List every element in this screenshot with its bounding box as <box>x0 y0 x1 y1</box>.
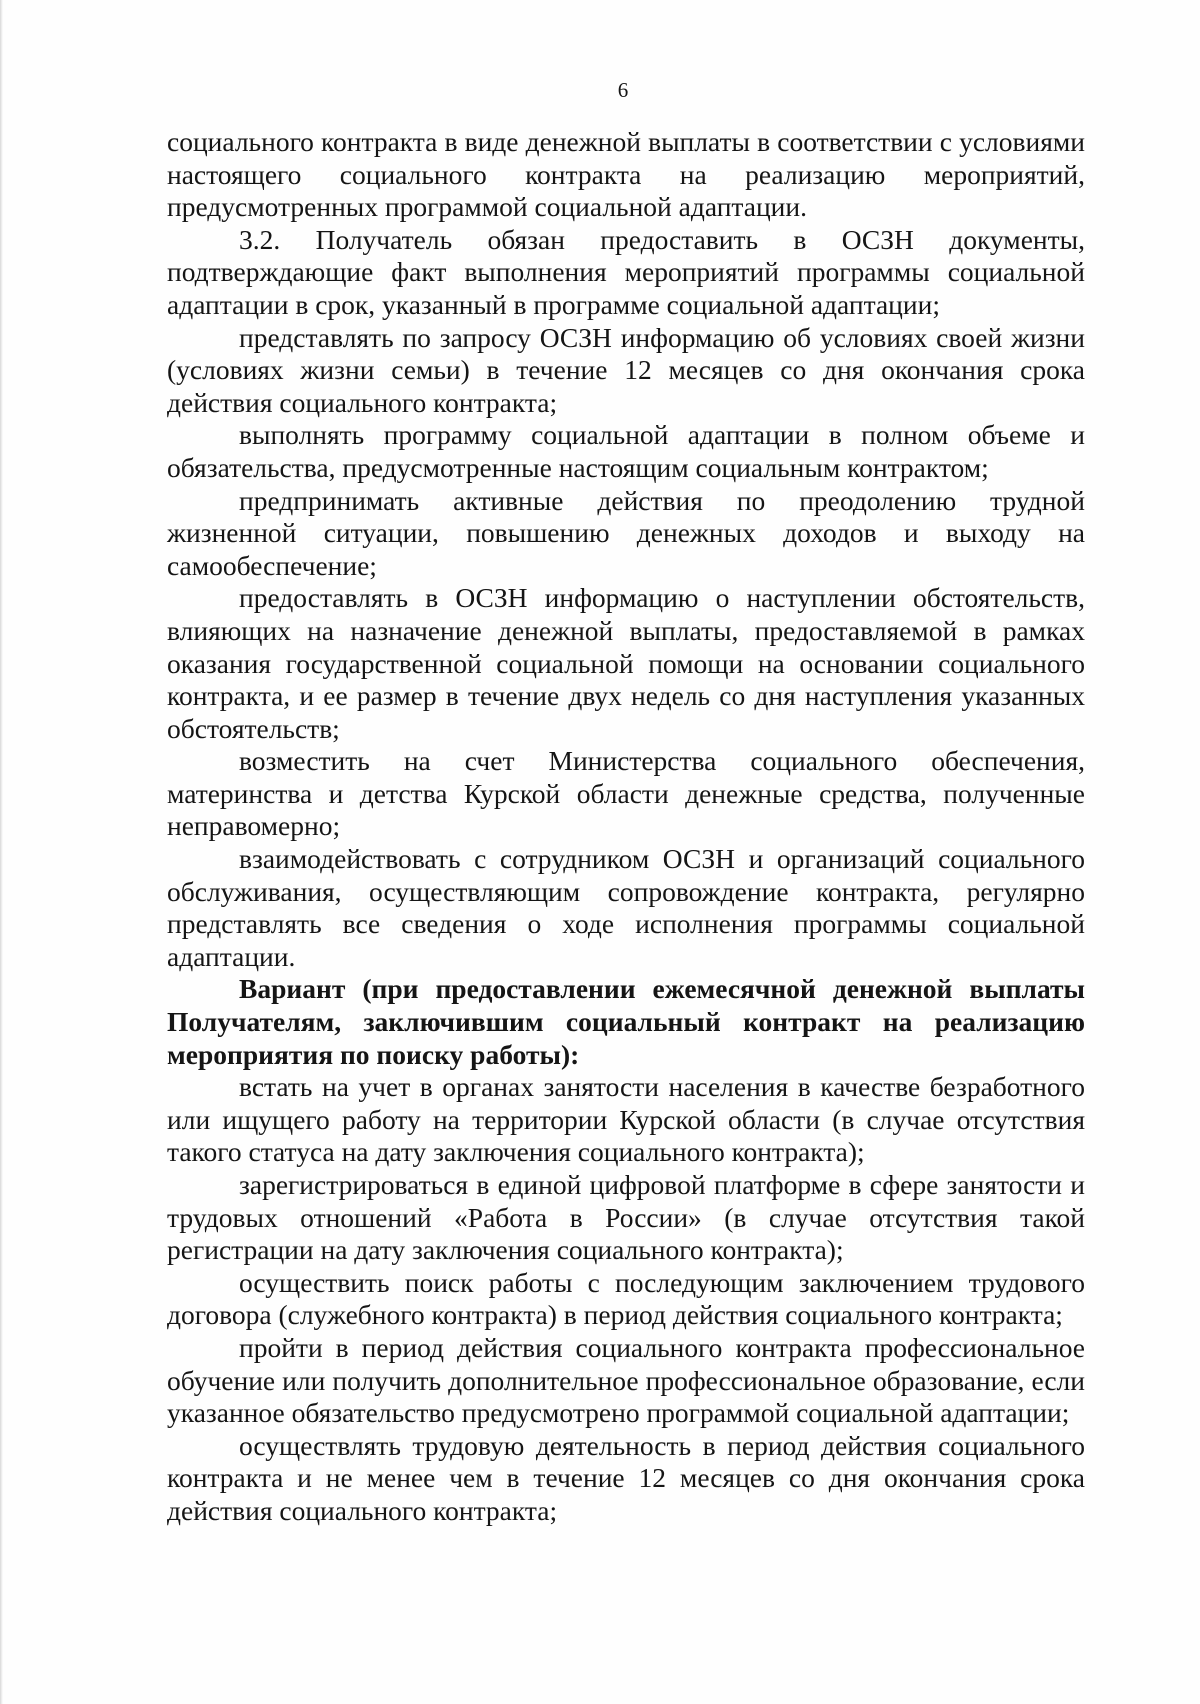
paragraph-provide-info: представлять по запросу ОСЗН информацию об условиях своей жизни (условиях жизни семьи) в течение 12 месяцев со дня окончания срока действия социального контракта; <box>167 321 1085 418</box>
paragraph-refund: возместить на счет Министерства социального обеспечения, материнства и детства Курской области денежные средства, полученные неправомерно; <box>167 745 1085 842</box>
paragraph-fulfill-program: выполнять программу социальной адаптации в полном объеме и обязательства, предусмотренные настоящим социальным контрактом; <box>167 419 1085 483</box>
page-number: 6 <box>617 78 629 102</box>
paragraph-register-employment: встать на учет в органах занятости населения в качестве безработного или ищущего работу на территории Курской области (в случае отсутствия такого статуса на дату заключения социального контракта); <box>167 1071 1085 1168</box>
paragraph-job-search: осуществить поиск работы с последующим заключением трудового договора (служебного контракта) в период действия социального контракта; <box>167 1266 1085 1331</box>
paragraph-report-circumstances: предоставлять в ОСЗН информацию о наступлении обстоятельств, влияющих на назначение денежной выплаты, предоставляемой в рамках оказания государственной социальной помощи на основании социального контракта, и ее размер в течение двух недель со дня наступления указанных обстоятельств; <box>167 582 1085 744</box>
paragraph-cooperate: взаимодействовать с сотрудником ОСЗН и организаций социального обслуживания, осуществляющим сопровождение контракта, регулярно представлять все сведения о ходе исполнения программы социальной адаптации. <box>167 843 1085 972</box>
document-body <box>167 126 1085 1528</box>
paragraph-register-platform: зарегистрироваться в единой цифровой платформе в сфере занятости и трудовых отношений «Работа в России» (в случае отсутствия такой регистрации на дату заключения социального контракта); <box>167 1169 1085 1266</box>
scan-edge-shadow <box>0 0 3 1704</box>
variant-heading: Вариант (при предоставлении ежемесячной денежной выплаты Получателям, заключившим социальный контракт на реализацию мероприятия по поиску работы): <box>167 973 1085 1070</box>
paragraph-take-actions: предпринимать активные действия по преодолению трудной жизненной ситуации, повышению денежных доходов и выходу на самообеспечение; <box>167 484 1085 581</box>
paragraph-3-2: 3.2. Получатель обязан предоставить в ОСЗН документы, подтверждающие факт выполнения мероприятий программы социальной адаптации в срок, указанный в программе социальной адаптации; <box>167 223 1085 320</box>
paragraph-continuation: социального контракта в виде денежной выплаты в соответствии с условиями настоящего социального контракта на реализацию мероприятий, предусмотренных программой социальной адаптации. <box>167 126 1085 223</box>
paragraph-work-activity: осуществлять трудовую деятельность в период действия социального контракта и не менее чем в течение 12 месяцев со дня окончания срока действия социального контракта; <box>167 1429 1085 1526</box>
paragraph-training: пройти в период действия социального контракта профессиональное обучение или получить дополнительное профессиональное образование, если указанное обязательство предусмотрено программой социальной адаптации; <box>167 1331 1085 1429</box>
